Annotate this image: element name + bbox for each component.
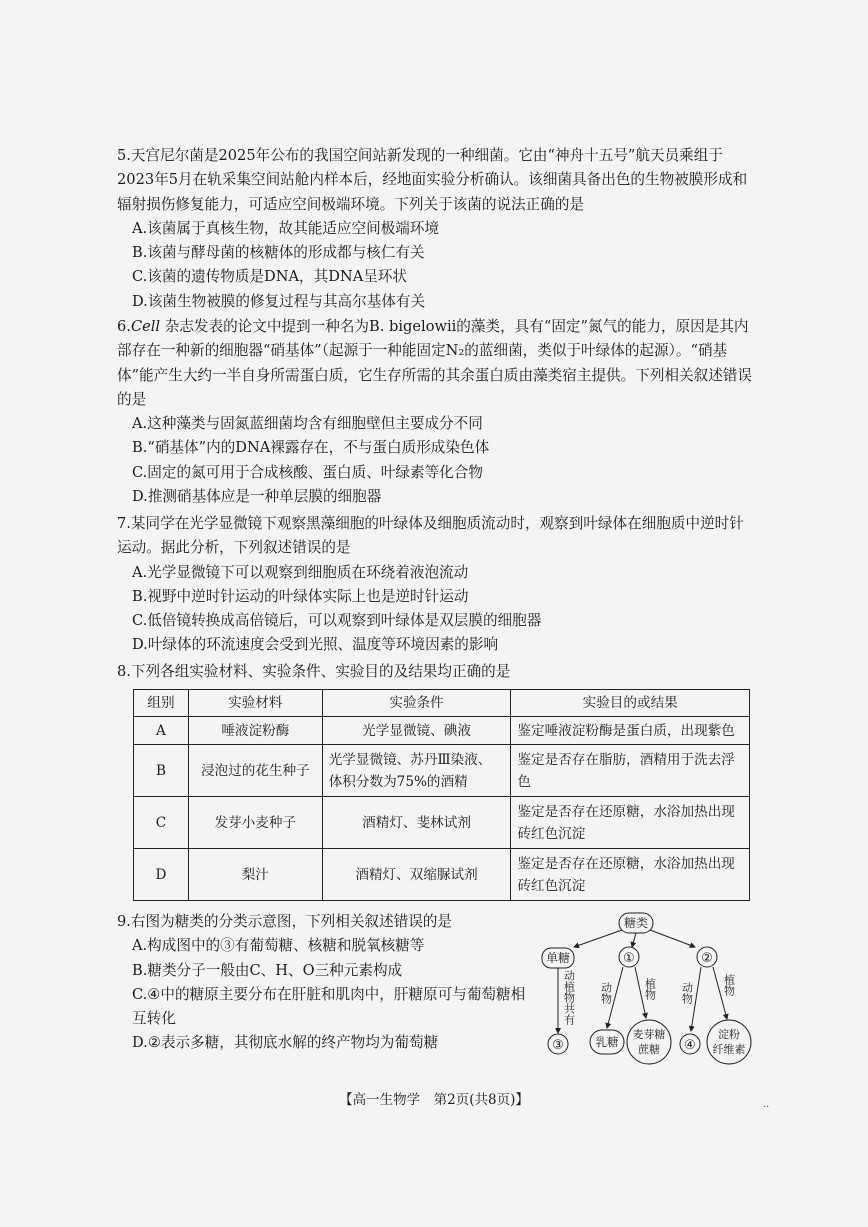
header-result: 实验目的或结果: [511, 690, 750, 717]
question-5-option-c: C.该菌的遗传物质是DNA，其DNA呈环状: [132, 268, 408, 286]
sugar-classification-diagram: [540, 910, 755, 1070]
node-maltose-sucrose: [627, 1020, 671, 1064]
header-group: 组别: [134, 690, 189, 717]
question-6-number: 6.: [117, 318, 131, 335]
label-plant-1: 植物: [643, 978, 657, 1000]
node-lactose-label: 乳糖: [595, 1035, 619, 1049]
row-c-condition: 酒精灯、斐林试剂: [322, 797, 511, 849]
table-row: [134, 717, 750, 745]
label-shared: 动植物共有: [562, 970, 576, 1025]
row-b-group: B: [134, 745, 189, 797]
journal-name: Cell: [130, 318, 161, 335]
question-9-option-c: C.④中的糖原主要分布在肝脏和肌肉中，肝糖原可与葡萄糖相互转化: [132, 985, 526, 1028]
question-6-option-a: A.这种藻类与固氮蓝细菌均含有细胞壁但主要成分不同: [132, 415, 483, 433]
question-6-text: 杂志发表的论文中提到一种名为B. bigelowii的藻类，具有“固定”氮气的能力，原因是其内部存在一种新的细胞器“硝基体”（起源于一种能固定N₂的蓝细菌，类似于叶绿体的起源）。“硝基体”能产生大约一半自身所需蛋白质，它生存所需的其余蛋白质由藻类宿主提供。下列相关叙述错误的是: [117, 318, 752, 408]
corner-mark: ··: [763, 1102, 770, 1113]
question-5-stem: 5.天宫尼尔菌是2025年公布的我国空间站新发现的一种细菌。它由“神舟十五号”航天员乘组于2023年5月在轨采集空间站舱内样本后，经地面实验分析确认。该细菌具备出色的生物被膜形成和辐射损伤修复能力，可适应空间极端环境。下列关于该菌的说法正确的是: [117, 147, 748, 213]
node-n3-label: ③: [552, 1038, 564, 1053]
question-7-option-d: D.叶绿体的环流速度会受到光照、温度等环境因素的影响: [132, 636, 499, 654]
question-6-option-d: D.推测硝基体应是一种单层膜的细胞器: [132, 488, 382, 506]
row-a-material: 唾液淀粉酶: [188, 717, 322, 745]
question-6: [117, 315, 757, 509]
label-plant-2: 植物: [722, 974, 736, 996]
node-n4-label: ④: [684, 1038, 696, 1053]
node-n2-label: ②: [701, 951, 713, 966]
row-c-group: C: [134, 797, 189, 849]
node-n1-label: ①: [623, 951, 635, 966]
question-5: [117, 144, 757, 314]
arrow-to-monosaccharide: [574, 930, 622, 947]
node-cellulose-label: 纤维素: [712, 1043, 746, 1056]
table-row: [134, 745, 750, 797]
row-c-material: 发芽小麦种子: [188, 797, 322, 849]
question-5-option-a: A.该菌属于真核生物，故其能适应空间极端环境: [132, 219, 440, 237]
experiment-table: [133, 689, 750, 901]
question-6-option-c: C.固定的氮可用于合成核酸、蛋白质、叶绿素等化合物: [132, 463, 483, 481]
row-a-result: 鉴定唾液淀粉酶是蛋白质，出现紫色: [511, 717, 750, 745]
row-d-result: 鉴定是否存在还原糖，水浴加热出现砖红色沉淀: [511, 849, 750, 901]
question-5-option-d: D.该菌生物被膜的修复过程与其高尔基体有关: [132, 292, 426, 310]
node-monosaccharide-label: 单糖: [545, 951, 571, 965]
question-7-option-c: C.低倍镜转换成高倍镜后，可以观察到叶绿体是双层膜的细胞器: [132, 612, 542, 630]
row-b-material: 浸泡过的花生种子: [188, 745, 322, 797]
question-5-option-b: B.该菌与酵母菌的核糖体的形成都与核仁有关: [132, 244, 425, 262]
arrow-to-n2: [650, 930, 695, 947]
node-starch-cellulose: [707, 1020, 751, 1064]
header-condition: 实验条件: [322, 690, 511, 717]
question-6-stem: [117, 315, 757, 412]
node-sucrose-label: 蔗糖: [638, 1043, 660, 1056]
question-8: [117, 660, 757, 684]
question-7-stem: 7.某同学在光学显微镜下观察黑藻细胞的叶绿体及细胞质流动时，观察到叶绿体在细胞质中逆时针运动。据此分析，下列叙述错误的是: [117, 515, 744, 557]
table-row: [134, 797, 750, 849]
question-9: [117, 910, 537, 1056]
row-b-condition: 光学显微镜、苏丹Ⅲ染液、体积分数为75%的酒精: [322, 745, 511, 797]
question-9-option-d: D.②表示多糖，其彻底水解的终产物均为葡萄糖: [132, 1034, 439, 1052]
table-header-row: [134, 690, 750, 717]
question-8-stem: 8.下列各组实验材料、实验条件、实验目的及结果均正确的是: [117, 663, 511, 680]
question-6-option-b: B.“硝基体”内的DNA裸露存在，不与蛋白质形成染色体: [132, 439, 490, 457]
node-starch-label: 淀粉: [718, 1028, 740, 1041]
arrow-to-n1: [632, 933, 636, 947]
row-a-group: A: [134, 717, 189, 745]
label-animal-2: 动物: [680, 982, 694, 1004]
question-9-option-a: A.构成图中的③有葡萄糖、核糖和脱氧核糖等: [132, 937, 425, 955]
question-7: [117, 512, 757, 658]
question-9-option-b: B.糖类分子一般由C、H、O三种元素构成: [132, 961, 403, 979]
page-footer: 【高一生物学 第2页(共8页)】: [339, 1092, 529, 1108]
question-7-option-a: A.光学显微镜下可以观察到细胞质在环绕着液泡流动: [132, 563, 469, 581]
node-sugars-label: 糖类: [623, 916, 649, 930]
row-a-condition: 光学显微镜、碘液: [322, 717, 511, 745]
table-row: [134, 849, 750, 901]
question-9-stem: 9.右图为糖类的分类示意图，下列相关叙述错误的是: [117, 913, 452, 930]
label-animal-1: 动物: [599, 982, 613, 1004]
row-d-material: 梨汁: [188, 849, 322, 901]
node-maltose-label: 麦芽糖: [632, 1028, 666, 1041]
row-c-result: 鉴定是否存在还原糖，水浴加热出现砖红色沉淀: [511, 797, 750, 849]
row-b-result: 鉴定是否存在脂肪，酒精用于洗去浮色: [511, 745, 750, 797]
question-7-option-b: B.视野中逆时针运动的叶绿体实际上也是逆时针运动: [132, 587, 469, 605]
row-d-condition: 酒精灯、双缩脲试剂: [322, 849, 511, 901]
header-material: 实验材料: [188, 690, 322, 717]
row-d-group: D: [134, 849, 189, 901]
